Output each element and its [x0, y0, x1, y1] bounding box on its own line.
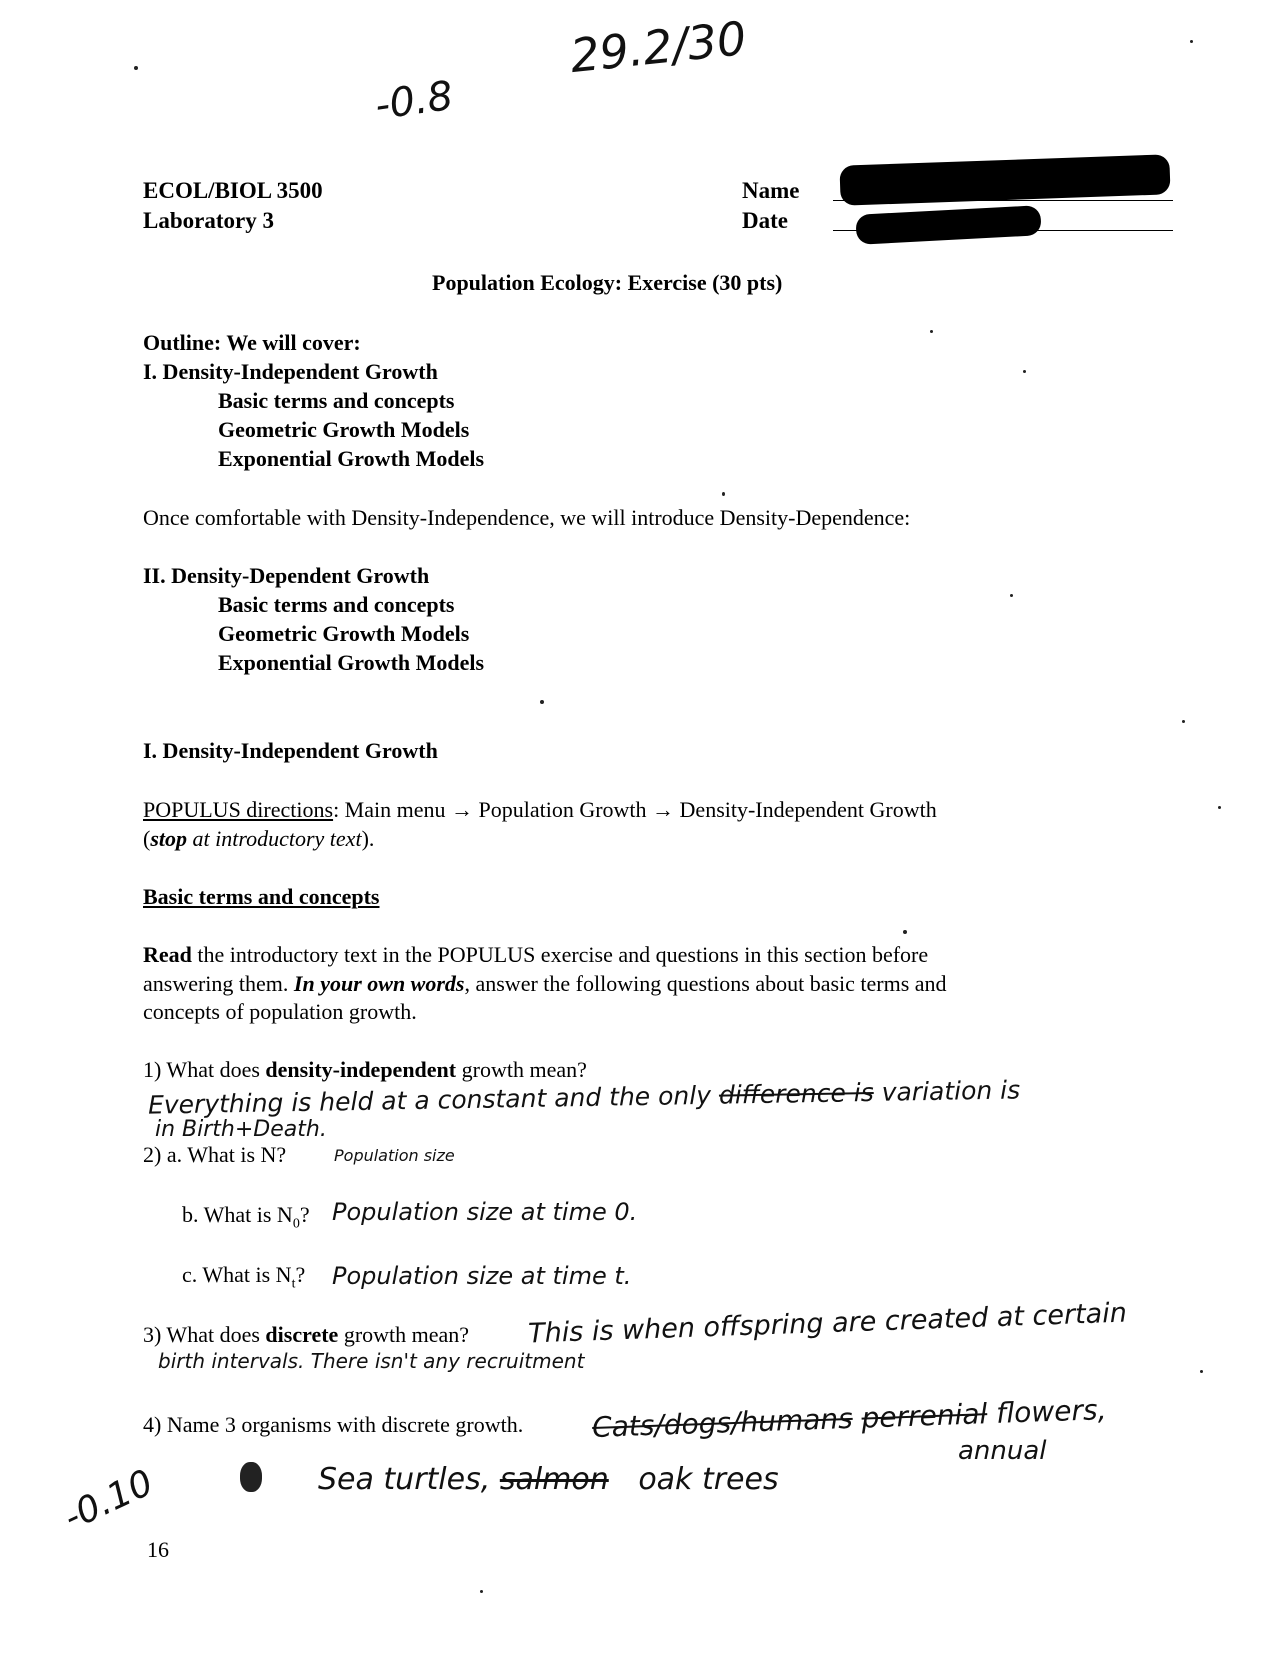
question-2a: 2) a. What is N? — [143, 1142, 287, 1167]
outline-item: Exponential Growth Models — [218, 650, 485, 675]
answer-4-oak-trees: oak trees — [638, 1462, 779, 1497]
note-stop: stop — [150, 826, 188, 851]
q2b-post: ? — [299, 1202, 310, 1227]
read-line2-start: answering them. — [143, 971, 294, 996]
q2c-post: ? — [295, 1262, 306, 1287]
question-2c — [182, 1262, 305, 1292]
outline-item: Geometric Growth Models — [218, 621, 470, 646]
answer-1b: variation is — [881, 1075, 1021, 1107]
scan-speck — [540, 700, 544, 704]
date-label: Date — [742, 208, 788, 233]
answer-2c: Population size at time t. — [332, 1262, 632, 1290]
q3-post: growth mean? — [338, 1322, 470, 1347]
outline-item: Geometric Growth Models — [218, 417, 470, 442]
answer-4-sea-turtles: Sea turtles, — [318, 1462, 491, 1497]
scan-speck — [1200, 1370, 1203, 1373]
scan-speck — [903, 930, 907, 934]
scan-speck — [134, 66, 138, 70]
q1-pre: 1) What does — [143, 1057, 266, 1082]
transition-text: Once comfortable with Density-Independence, we will introduce Density-Dependence: — [143, 505, 911, 530]
answer-4-line2 — [318, 1462, 779, 1497]
scan-speck — [1190, 40, 1193, 43]
read-instructions-line2 — [143, 971, 947, 997]
q1-post: growth mean? — [456, 1057, 587, 1082]
answer-4-struck-1: Cats/dogs/humans — [591, 1401, 854, 1444]
scan-speck — [1218, 806, 1221, 809]
date-redaction — [855, 205, 1041, 245]
answer-1-struck: difference is — [718, 1077, 874, 1110]
course-code: ECOL/BIOL 3500 — [143, 178, 323, 203]
q3-pre: 3) What does — [143, 1322, 266, 1347]
outline-item: Exponential Growth Models — [218, 446, 485, 471]
read-own-words: In your own words — [293, 971, 465, 996]
outline-section-2: II. Density-Dependent Growth — [143, 563, 430, 588]
directions-path: : Main menu → Population Growth → Density-Independent Growth — [333, 797, 937, 822]
lab-number: Laboratory 3 — [143, 208, 274, 233]
note-rest: at introductory text — [187, 826, 362, 851]
grade-deduction-bottom: -0.10 — [57, 1462, 160, 1539]
directions-note — [143, 826, 374, 852]
exercise-title: Population Ecology: Exercise (30 pts) — [432, 270, 783, 295]
directions-label: POPULUS directions — [143, 797, 334, 822]
outline-heading: Outline: We will cover: — [143, 330, 361, 355]
scan-speck — [1182, 720, 1185, 723]
grade-deduction-top: -0.8 — [372, 72, 456, 130]
q2b-sub: 0 — [292, 1216, 300, 1232]
answer-2b: Population size at time 0. — [332, 1198, 638, 1226]
read-text: the introductory text in the POPULUS exercise and questions in this section before — [191, 942, 929, 967]
read-bold: Read — [143, 942, 192, 967]
read-instructions-line3: concepts of population growth. — [143, 999, 417, 1024]
answer-4-flowers: flowers, — [995, 1393, 1107, 1430]
note-close: ). — [361, 826, 375, 851]
q2b-pre: b. What is N — [182, 1202, 293, 1227]
outline-section-1: I. Density-Independent Growth — [143, 359, 438, 384]
answer-4-struck-3: salmon — [499, 1462, 609, 1497]
answer-1-line2: in Birth+Death. — [155, 1117, 327, 1142]
scan-speck — [930, 330, 933, 333]
question-2b — [182, 1202, 310, 1232]
answer-3-line2: birth intervals. There isn't any recruitment — [158, 1349, 585, 1373]
name-redaction — [839, 154, 1170, 205]
subheading-basic-terms: Basic terms and concepts — [143, 884, 380, 909]
read-line2-rest: , answer the following questions about basic terms and — [464, 971, 947, 996]
populus-directions — [143, 797, 937, 823]
scan-speck — [1010, 594, 1013, 597]
answer-4-struck-2: perrenial — [860, 1397, 988, 1435]
q3-bold: discrete — [265, 1322, 339, 1347]
section-heading: I. Density-Independent Growth — [143, 738, 438, 763]
answer-2a: Population size — [334, 1146, 455, 1165]
question-3 — [143, 1322, 469, 1348]
q2c-pre: c. What is N — [182, 1262, 292, 1287]
scribble-mark — [240, 1462, 262, 1492]
outline-item: Basic terms and concepts — [218, 592, 455, 617]
answer-3-line1: This is when offspring are created at certain — [527, 1297, 1128, 1350]
name-label: Name — [742, 178, 800, 203]
question-4: 4) Name 3 organisms with discrete growth. — [143, 1412, 524, 1437]
q2c-sub: t — [291, 1276, 296, 1292]
note-open: ( — [143, 826, 151, 851]
answer-4-annual: annual — [958, 1436, 1047, 1466]
read-instructions-line1 — [143, 942, 928, 968]
scan-speck — [722, 492, 725, 496]
grade-score: 29.2/30 — [567, 10, 749, 84]
q1-bold: density-independent — [265, 1057, 457, 1082]
scan-speck — [1023, 370, 1026, 373]
scan-speck — [480, 1590, 483, 1593]
page-number: 16 — [147, 1537, 169, 1562]
answer-1a: Everything is held at a constant and the only — [147, 1080, 712, 1120]
outline-item: Basic terms and concepts — [218, 388, 455, 413]
question-1 — [143, 1057, 587, 1083]
